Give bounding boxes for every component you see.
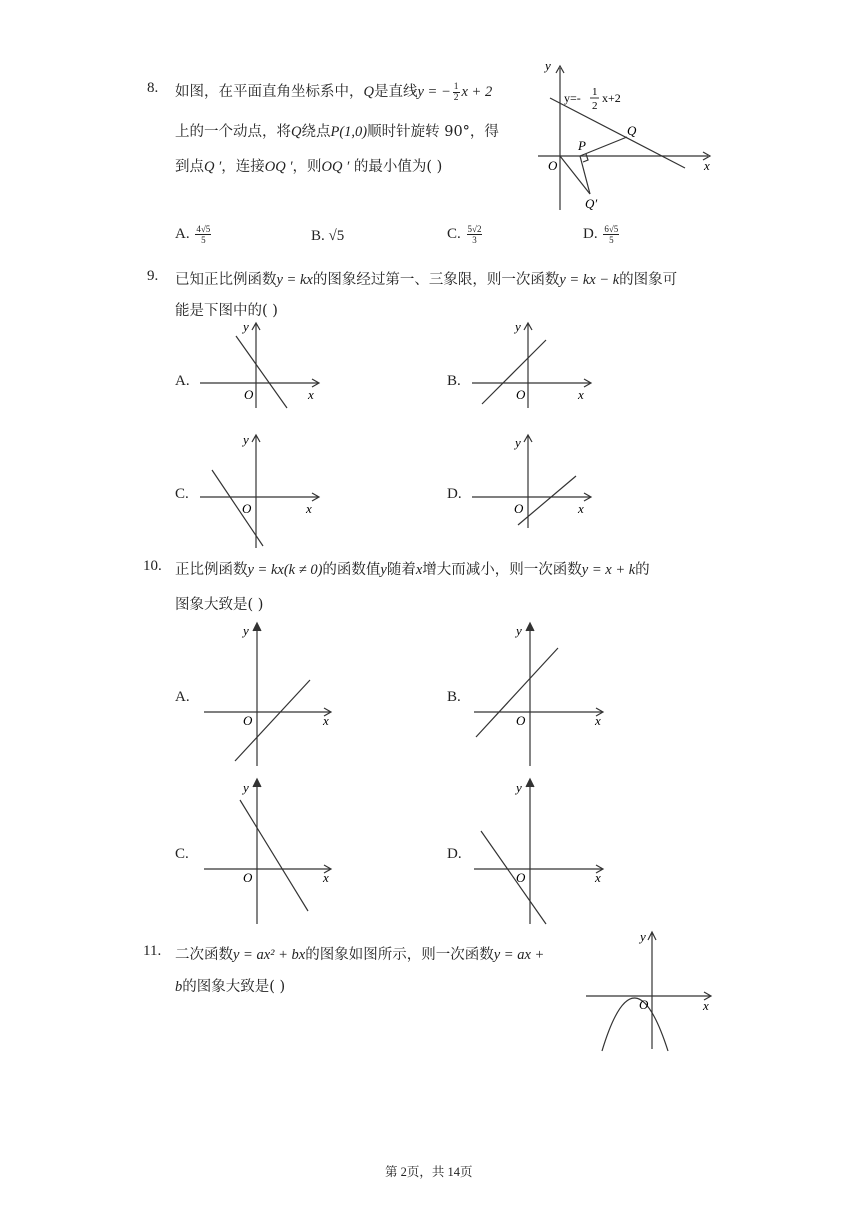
origin-label: O [516,870,526,885]
q8-segment: OQ ′ [321,159,350,175]
axis-x-label: x [595,870,601,885]
origin-label: O [516,713,526,728]
fraction-numerator: 6√5 [604,224,619,234]
q11-text: 二次函数 [175,947,233,963]
origin-label: O [516,387,526,402]
fraction-numerator: 5√2 [467,224,482,234]
q10-graph-b [470,616,610,768]
q9-graph-b [470,318,595,410]
origin-label: O [243,870,253,885]
q9-number: 9. [147,268,159,284]
axis-y-label: y [640,929,646,944]
q9-text: 的图象可 [619,272,678,288]
q8-text: ，连接 [221,159,265,175]
q8-text: 顺时针旋转 90°，得 [367,124,499,140]
option-value: √5 [328,228,345,244]
q11-text: 的图象如图所示，则一次函数 [305,947,494,963]
q10-option-d-label[interactable]: D. [447,846,462,862]
axis-x-label: x [595,713,601,728]
q8-var-qprime: Q ′ [204,159,222,175]
option-letter: D. [583,225,598,242]
q8-number: 8. [147,80,159,96]
q11-line-1 [175,943,544,964]
q8-option-b[interactable] [311,228,344,245]
q8-option-a[interactable] [175,224,213,245]
q8-line-3 [175,155,442,176]
origin-label: O [639,997,649,1012]
q11-line-2 [175,975,285,996]
fraction-denominator: 2 [453,92,459,103]
q8-line-eq-left: y=- [564,91,581,105]
q8-point-p: P(1,0) [330,124,368,140]
q9-text: 已知正比例函数 [175,272,277,288]
fraction-numerator: 1 [453,81,459,92]
q8-option-c[interactable] [447,224,484,245]
option-fraction [603,224,619,245]
fraction-denominator: 3 [472,235,477,245]
q11-equation: y = ax + [493,947,545,963]
q11-parabola-figure [582,925,717,1053]
q8-figure [530,58,720,216]
q10-text: 的 [635,562,650,578]
origin-label: O [242,501,252,516]
q8-segment: OQ ′ [264,159,293,175]
q8-equation: y = − [417,84,451,100]
option-fraction [195,224,211,245]
q8-text: 是直线 [373,84,418,100]
q10-var-y: y [380,562,387,578]
q9-graph-d [470,430,595,530]
q9-line-2: 能是下图中的( ) [175,303,278,319]
q11-var-b: b [175,979,183,995]
q10-graph-d [470,772,610,926]
q9-graph-a [198,318,323,410]
q11-equation: y = ax² + bx [233,947,306,963]
axis-x-label: x [578,387,584,402]
q10-text: 的函数值 [322,562,381,578]
axis-x-label: x [306,501,312,516]
q10-number: 10. [143,558,162,574]
q10-text: 随着 [386,562,416,578]
q8-line-1 [175,80,492,103]
q9-option-a-label[interactable]: A. [175,373,190,389]
q10-graph-a [200,616,338,768]
axis-y-label: y [515,435,521,450]
q8-equation: x + 2 [461,84,493,100]
axis-x-label: x [323,713,329,728]
q8-point-q-label: Q [627,123,637,138]
q9-text: 的图象经过第一、三象限，则一次函数 [312,272,560,288]
q8-point-qprime-label: Q′ [585,196,598,211]
axis-y-label: y [516,623,522,638]
q10-graph-c [200,772,338,926]
q8-axis-x-label: x [704,158,710,173]
q8-text: 的最小值为( ) [349,159,443,175]
origin-label: O [244,387,254,402]
q9-equation: y = kx − k [559,272,620,288]
axis-y-label: y [516,780,522,795]
q10-text: 正比例函数 [175,562,248,578]
q8-line-eq-right: x+2 [602,91,621,105]
q8-fraction [453,82,460,103]
q11-text: 的图象大致是( ) [182,979,286,995]
q9-equation: y = kx [276,272,313,288]
q8-text: 如图，在平面直角坐标系中， [175,84,364,100]
q8-point-p-label: P [578,138,586,153]
option-letter: C. [447,225,461,242]
q9-line-1 [175,268,677,289]
q10-line-1 [175,558,650,579]
q8-text: 绕点 [301,124,331,140]
q9-option-c-label[interactable]: C. [175,486,189,502]
q11-number: 11. [143,943,162,959]
q10-option-b-label[interactable]: B. [447,689,461,705]
axis-x-label: x [323,870,329,885]
axis-y-label: y [515,319,521,334]
axis-y-label: y [243,623,249,638]
q8-var-q: Q [291,124,302,140]
axis-x-label: x [703,998,709,1013]
q8-var-q: Q [363,84,374,100]
q9-option-d-label[interactable]: D. [447,486,462,502]
q8-line-eq-num: 1 [592,86,598,98]
fraction-denominator: 5 [201,235,206,245]
option-letter: A. [175,225,190,242]
q8-axis-y-label: y [545,58,551,73]
q8-line-eq-den: 2 [592,100,598,112]
q8-text: ，则 [292,159,322,175]
q10-equation: y = kx(k ≠ 0) [247,562,323,578]
q8-text: 上的一个动点，将 [175,124,291,140]
q9-graph-c [198,430,323,550]
axis-y-label: y [243,780,249,795]
q10-line-2: 图象大致是( ) [175,597,264,613]
q10-option-c-label[interactable]: C. [175,846,189,862]
q8-option-d[interactable] [583,224,621,245]
q10-text: 增大而减小，则一次函数 [422,562,582,578]
q10-var-x: x [415,562,423,578]
page-footer: 第 2页，共 14页 [385,1165,473,1179]
option-fraction [467,224,483,245]
axis-x-label: x [308,387,314,402]
axis-x-label: x [578,501,584,516]
origin-label: O [243,713,253,728]
q8-origin-label: O [548,158,558,173]
q10-equation: y = x + k [581,562,636,578]
axis-y-label: y [243,432,249,447]
q8-line-2 [175,120,499,141]
origin-label: O [514,501,524,516]
option-letter: B. [311,228,325,244]
fraction-denominator: 5 [609,235,614,245]
q9-option-b-label[interactable]: B. [447,373,461,389]
axis-y-label: y [243,319,249,334]
q10-option-a-label[interactable]: A. [175,689,190,705]
fraction-numerator: 4√5 [196,224,211,234]
q8-text: 到点 [175,159,204,175]
